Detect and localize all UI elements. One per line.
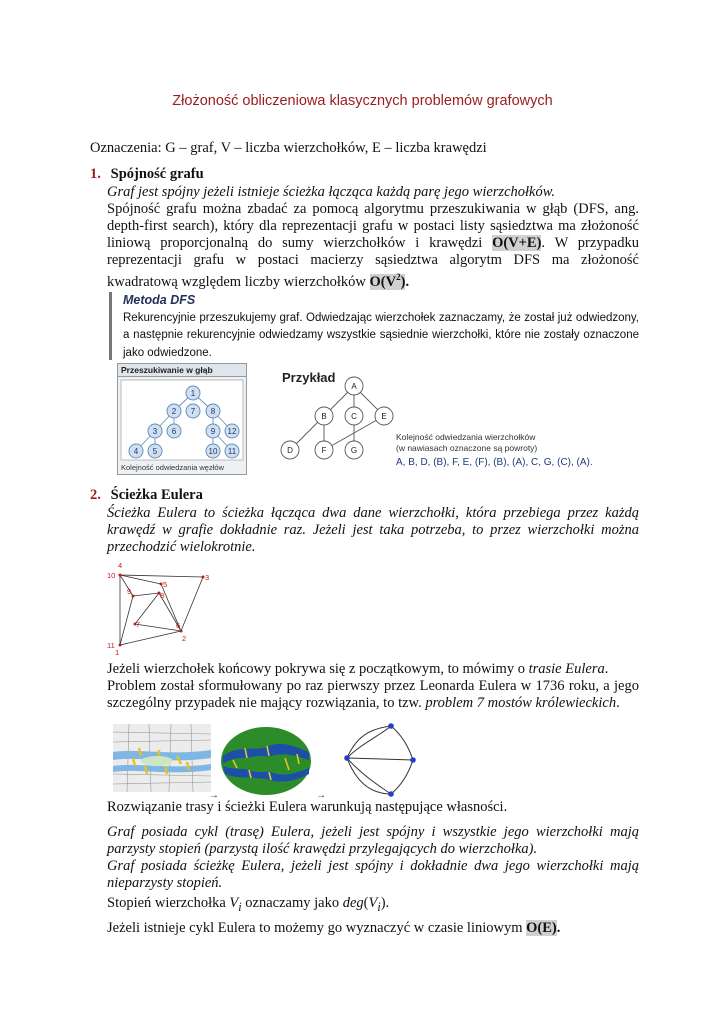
- dfs-example-node-f: [315, 441, 333, 459]
- svg-text:4: 4: [133, 447, 139, 456]
- dfs-tree-figure: [117, 363, 247, 475]
- euler-trail-term: trasie Eulera: [528, 661, 605, 677]
- svg-text:D: D: [287, 446, 293, 455]
- euler-label-7: 7: [136, 620, 141, 629]
- euler-label-2: 2: [182, 634, 187, 643]
- dfs-example-edges: [290, 386, 387, 450]
- svg-text:8: 8: [210, 407, 216, 416]
- properties-intro: Rozwiązanie trasy i ścieżki Eulera warunkują następujące własności.: [107, 799, 508, 815]
- euler-label-11: 11: [107, 641, 115, 650]
- svg-text:11: 11: [227, 447, 237, 456]
- degree-vertex-index: i: [238, 899, 242, 914]
- dfs-tree-node-12: [225, 424, 239, 438]
- dfs-tree-node-7: [186, 404, 200, 418]
- dfs-example-order: A, B, D, (B), F, E, (F), (B), (A), C, G, (C), (A).: [396, 457, 593, 468]
- degree-vertex: V: [229, 895, 239, 911]
- complexity-matrix: [370, 274, 406, 290]
- konigsberg-figures: [109, 722, 419, 800]
- section1-text-a: Spójność grafu można zbadać za pomocą algorytmu przeszukiwania w głąb (DFS, ang. depth-first search), który dla reprezentacji grafu w postaci listy sąsiedztwa ma złożoność liniową proporcjonalną do sumy wierzchołków i krawędzi: [107, 201, 639, 251]
- degree-vertex-2: V: [368, 895, 378, 911]
- degree-vertex-index-2: i: [377, 899, 381, 914]
- section2-title: Ścieżka Eulera: [110, 487, 203, 503]
- svg-text:B: B: [321, 412, 327, 421]
- dfs-example-node-b: [315, 407, 333, 425]
- svg-text:E: E: [381, 412, 387, 421]
- euler-trail-end: .: [604, 661, 609, 677]
- section1-heading: [90, 166, 204, 183]
- dfs-tree-node-5: [148, 444, 162, 458]
- history-text: Problem został sformułowany po raz pierwszy przez Leonarda Eulera w 1736 roku, a jego szczególny przypadek nie mający rozwiązania, to tzw.: [107, 678, 639, 711]
- dfs-example-title: Przykład: [282, 370, 336, 385]
- euler-label-5: 5: [163, 580, 168, 589]
- svg-text:9: 9: [210, 427, 216, 436]
- dfs-example-node-a: [345, 377, 363, 395]
- degree-text-b: oznaczamy jako: [241, 895, 343, 911]
- svg-text:A: A: [351, 382, 357, 391]
- degree-notation: [107, 895, 639, 916]
- konigsberg-graph-image: [347, 726, 413, 794]
- dfs-tree-node-2: [167, 404, 181, 418]
- euler-label-10: 10: [107, 571, 116, 580]
- euler-cycle-complexity: [107, 920, 639, 937]
- section1-number: 1.: [90, 166, 101, 182]
- svg-text:F: F: [321, 446, 327, 455]
- section2-heading: [90, 487, 203, 504]
- dfs-example-caption1: Kolejność odwiedzania wierzchołków: [396, 432, 536, 442]
- arrow-1: →: [209, 790, 219, 800]
- dfs-tree-node-8: [206, 404, 220, 418]
- dfs-tree-node-4: [129, 444, 143, 458]
- euler-cycle-condition: Graf posiada cykl (trasę) Eulera, jeżeli jest spójny i wszystkie jego wierzchołki mają parzysty stopień (parzystą ilość krawędzi przylegających do wierzchołka).: [107, 824, 639, 857]
- degree-function: deg: [342, 895, 364, 911]
- notation-line: Oznaczenia: G – graf, V – liczba wierzchołków, E – liczba krawędzi: [90, 140, 487, 156]
- euler-graph-edges: [120, 575, 203, 645]
- section1-definition: Graf jest spójny jeżeli istnieje ścieżka łącząca każdą parę jego wierzchołków.: [107, 184, 555, 200]
- euler-complexity-dot: .: [556, 920, 561, 936]
- svg-text:12: 12: [227, 427, 237, 436]
- section1-body: [107, 201, 639, 291]
- dfs-tree-node-9: [206, 424, 220, 438]
- complexity-matrix-dot: .: [405, 273, 410, 290]
- euler-label-6: 6: [176, 621, 181, 630]
- konigsberg-term: problem 7 mostów królewieckich: [425, 695, 617, 711]
- dfs-text: Rekurencyjnie przeszukujemy graf. Odwiedzając wierzchołek zaznaczamy, że został już odwiedzony, a następnie rekurencyjnie odwiedzamy wszystkie sąsiednie wierzchołki, które nie zostały oznaczone jako odwiedzone.: [123, 311, 639, 359]
- complexity-matrix-base: O(V: [369, 273, 397, 290]
- complexity-euler: O(E): [526, 920, 557, 936]
- dfs-example-node-d: [281, 441, 299, 459]
- konigsberg-map-image: [113, 724, 211, 792]
- arrow-2: →: [316, 790, 326, 800]
- section1-title: Spójność grafu: [110, 166, 204, 182]
- euler-trail-text: Jeżeli wierzchołek końcowy pokrywa się z początkowym, to mówimy o: [107, 661, 529, 677]
- dfs-tree-node-1: [186, 386, 200, 400]
- dfs-tree-node-11: [225, 444, 239, 458]
- degree-text-a: Stopień wierzchołka: [107, 895, 230, 911]
- euler-label-3: 3: [205, 573, 210, 582]
- euler-label-9: 9: [127, 587, 132, 596]
- euler-graph-figure: [105, 560, 217, 656]
- dfs-tree-caption: Kolejność odwiedzania węzłów: [121, 463, 224, 472]
- dfs-example-node-e: [375, 407, 393, 425]
- complexity-list: O(V+E): [492, 235, 542, 251]
- degree-paren-close: ).: [380, 895, 390, 911]
- history-end: .: [616, 695, 620, 711]
- svg-text:7: 7: [190, 407, 196, 416]
- euler-complexity-text: Jeżeli istnieje cykl Eulera to możemy go wyznaczyć w czasie liniowym: [107, 920, 527, 936]
- dfs-example-caption2: (w nawiasach oznaczone są powroty): [396, 443, 538, 453]
- section2-definition: Ścieżka Eulera to ścieżka łącząca dwa dane wierzchołki, która przebiega przez każdą krawędź w grafie dokładnie raz. Jeżeli jest taka potrzeba, to przez wierzchołki można przechodzić wielokrotnie.: [107, 505, 639, 555]
- section2-number: 2.: [90, 487, 101, 503]
- dfs-tree-node-6: [167, 424, 181, 438]
- complexity-matrix-exp: 2: [396, 272, 401, 282]
- svg-text:C: C: [351, 412, 357, 421]
- dfs-tree-title: Przeszukiwanie w głąb: [121, 365, 213, 375]
- euler-label-8: 8: [160, 591, 165, 600]
- svg-text:10: 10: [208, 447, 218, 456]
- svg-text:6: 6: [171, 427, 177, 436]
- degree-paren-open: (: [363, 895, 369, 911]
- svg-text:1: 1: [190, 389, 196, 398]
- dfs-example-node-g: [345, 441, 363, 459]
- euler-path-condition: Graf posiada ścieżkę Eulera, jeżeli jest spójny i dokładnie dwa jego wierzchołki mają nieparzysty stopień.: [107, 858, 639, 891]
- svg-text:5: 5: [152, 447, 158, 456]
- section1-text-b: . W przypadku reprezentacji grafu w postaci macierzy sąsiedztwa algorytm DFS ma złożoność kwadratową względem liczby wierzchołków: [107, 235, 639, 290]
- dfs-tree-node-10: [206, 444, 220, 458]
- dfs-tree-node-3: [148, 424, 162, 438]
- euler-label-1: 1: [115, 648, 120, 656]
- dfs-example-node-c: [345, 407, 363, 425]
- konigsberg-schematic-image: [221, 727, 311, 795]
- svg-text:3: 3: [152, 427, 158, 436]
- dfs-heading: Metoda DFS: [123, 293, 196, 307]
- svg-text:G: G: [350, 446, 358, 455]
- complexity-matrix-end: ): [400, 273, 406, 290]
- page-title: Złożoność obliczeniowa klasycznych problemów grafowych: [172, 93, 553, 109]
- dfs-example-figure: [270, 366, 610, 474]
- euler-label-4: 4: [118, 561, 123, 570]
- dfs-box: [109, 292, 639, 360]
- history-paragraph: [107, 678, 639, 712]
- euler-trail-paragraph: [107, 661, 639, 678]
- svg-text:2: 2: [171, 407, 177, 416]
